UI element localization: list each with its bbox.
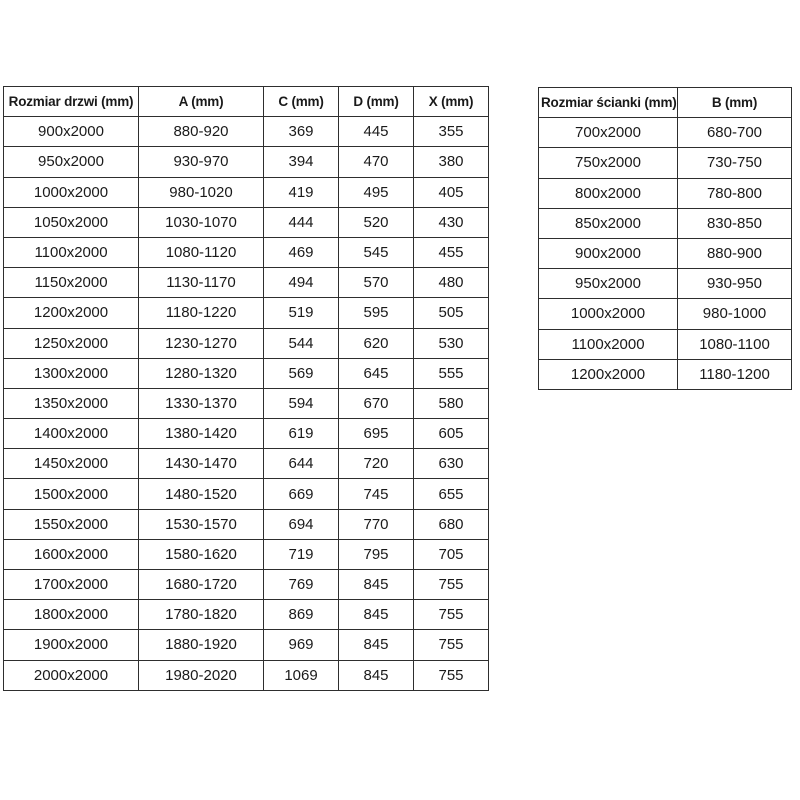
table-cell: 755 bbox=[414, 600, 489, 630]
table-cell: 755 bbox=[414, 630, 489, 660]
table-cell: 1700x2000 bbox=[4, 570, 139, 600]
table-cell: 630 bbox=[414, 449, 489, 479]
table-cell: 605 bbox=[414, 419, 489, 449]
table-cell: 1400x2000 bbox=[4, 419, 139, 449]
table-cell: 969 bbox=[264, 630, 339, 660]
table-cell: 1100x2000 bbox=[4, 237, 139, 267]
table-cell: 405 bbox=[414, 177, 489, 207]
table-cell: 1500x2000 bbox=[4, 479, 139, 509]
table-cell: 394 bbox=[264, 147, 339, 177]
table-cell: 1350x2000 bbox=[4, 388, 139, 418]
table-cell: 980-1020 bbox=[139, 177, 264, 207]
table-cell: 845 bbox=[339, 660, 414, 690]
table-cell: 1000x2000 bbox=[4, 177, 139, 207]
table-cell: 900x2000 bbox=[539, 238, 678, 268]
table-cell: 869 bbox=[264, 600, 339, 630]
table-cell: 730-750 bbox=[678, 148, 792, 178]
table-cell: 1800x2000 bbox=[4, 600, 139, 630]
table-cell: 1330-1370 bbox=[139, 388, 264, 418]
table-cell: 470 bbox=[339, 147, 414, 177]
header-row bbox=[539, 88, 792, 118]
table-cell: 469 bbox=[264, 237, 339, 267]
table-row bbox=[539, 178, 792, 208]
table-row bbox=[539, 359, 792, 389]
table-cell: 595 bbox=[339, 298, 414, 328]
table-cell: 750x2000 bbox=[539, 148, 678, 178]
table-row bbox=[539, 269, 792, 299]
table-cell: 930-950 bbox=[678, 269, 792, 299]
table-cell: 1000x2000 bbox=[539, 299, 678, 329]
table-cell: 494 bbox=[264, 268, 339, 298]
table-cell: 780-800 bbox=[678, 178, 792, 208]
table-cell: 570 bbox=[339, 268, 414, 298]
table-cell: 1150x2000 bbox=[4, 268, 139, 298]
table-cell: 830-850 bbox=[678, 208, 792, 238]
table-row bbox=[539, 148, 792, 178]
table-cell: 850x2000 bbox=[539, 208, 678, 238]
table-cell: 430 bbox=[414, 207, 489, 237]
table-cell: 1450x2000 bbox=[4, 449, 139, 479]
table-cell: 545 bbox=[339, 237, 414, 267]
table-cell: 1900x2000 bbox=[4, 630, 139, 660]
table-row bbox=[4, 388, 489, 418]
table-cell: 950x2000 bbox=[539, 269, 678, 299]
table-cell: 980-1000 bbox=[678, 299, 792, 329]
table-cell: 1180-1200 bbox=[678, 359, 792, 389]
table-row bbox=[4, 117, 489, 147]
table-row bbox=[4, 419, 489, 449]
table-cell: 419 bbox=[264, 177, 339, 207]
table-cell: 1280-1320 bbox=[139, 358, 264, 388]
table-cell: 755 bbox=[414, 570, 489, 600]
table-row bbox=[4, 207, 489, 237]
table-cell: 519 bbox=[264, 298, 339, 328]
table-cell: 655 bbox=[414, 479, 489, 509]
table-cell: 845 bbox=[339, 630, 414, 660]
door-sizes-table bbox=[3, 86, 489, 691]
table-cell: 845 bbox=[339, 600, 414, 630]
table-cell: 1200x2000 bbox=[4, 298, 139, 328]
table-row bbox=[4, 600, 489, 630]
table-cell: 1069 bbox=[264, 660, 339, 690]
table-cell: 444 bbox=[264, 207, 339, 237]
table-cell: 569 bbox=[264, 358, 339, 388]
table-row bbox=[4, 539, 489, 569]
table-cell: 1180-1220 bbox=[139, 298, 264, 328]
table-cell: 1100x2000 bbox=[539, 329, 678, 359]
table-cell: 1380-1420 bbox=[139, 419, 264, 449]
table-cell: 580 bbox=[414, 388, 489, 418]
table-cell: 950x2000 bbox=[4, 147, 139, 177]
table-cell: 530 bbox=[414, 328, 489, 358]
table-cell: 719 bbox=[264, 539, 339, 569]
table-row bbox=[4, 449, 489, 479]
table-cell: 455 bbox=[414, 237, 489, 267]
table-cell: 594 bbox=[264, 388, 339, 418]
table-cell: 695 bbox=[339, 419, 414, 449]
table-cell: 720 bbox=[339, 449, 414, 479]
table-cell: 769 bbox=[264, 570, 339, 600]
table-cell: 900x2000 bbox=[4, 117, 139, 147]
column-header: X (mm) bbox=[414, 87, 489, 117]
column-header: C (mm) bbox=[264, 87, 339, 117]
table-row bbox=[4, 479, 489, 509]
table-cell: 644 bbox=[264, 449, 339, 479]
table-cell: 1030-1070 bbox=[139, 207, 264, 237]
table-row bbox=[4, 147, 489, 177]
table-cell: 1480-1520 bbox=[139, 479, 264, 509]
table-cell: 1080-1120 bbox=[139, 237, 264, 267]
table-row bbox=[4, 358, 489, 388]
table-cell: 520 bbox=[339, 207, 414, 237]
table-cell: 700x2000 bbox=[539, 118, 678, 148]
table-cell: 619 bbox=[264, 419, 339, 449]
table-row bbox=[4, 237, 489, 267]
table-row bbox=[4, 328, 489, 358]
table-cell: 669 bbox=[264, 479, 339, 509]
table-cell: 645 bbox=[339, 358, 414, 388]
table-cell: 1600x2000 bbox=[4, 539, 139, 569]
table-cell: 505 bbox=[414, 298, 489, 328]
table-cell: 1430-1470 bbox=[139, 449, 264, 479]
column-header: Rozmiar ścianki (mm) bbox=[539, 88, 678, 118]
table-cell: 680 bbox=[414, 509, 489, 539]
table-cell: 1200x2000 bbox=[539, 359, 678, 389]
table-row bbox=[4, 509, 489, 539]
column-header: A (mm) bbox=[139, 87, 264, 117]
table-cell: 445 bbox=[339, 117, 414, 147]
table-cell: 544 bbox=[264, 328, 339, 358]
table-row bbox=[4, 630, 489, 660]
table-cell: 1550x2000 bbox=[4, 509, 139, 539]
table-row bbox=[4, 298, 489, 328]
table-cell: 555 bbox=[414, 358, 489, 388]
table-cell: 1250x2000 bbox=[4, 328, 139, 358]
table-cell: 380 bbox=[414, 147, 489, 177]
table-cell: 930-970 bbox=[139, 147, 264, 177]
table-row bbox=[4, 177, 489, 207]
table-cell: 670 bbox=[339, 388, 414, 418]
table-cell: 755 bbox=[414, 660, 489, 690]
table-cell: 369 bbox=[264, 117, 339, 147]
table-cell: 1680-1720 bbox=[139, 570, 264, 600]
table-row bbox=[4, 268, 489, 298]
table-cell: 1050x2000 bbox=[4, 207, 139, 237]
table-cell: 1580-1620 bbox=[139, 539, 264, 569]
table-cell: 1230-1270 bbox=[139, 328, 264, 358]
table-cell: 480 bbox=[414, 268, 489, 298]
table-cell: 770 bbox=[339, 509, 414, 539]
table-cell: 680-700 bbox=[678, 118, 792, 148]
table-cell: 1880-1920 bbox=[139, 630, 264, 660]
table-cell: 2000x2000 bbox=[4, 660, 139, 690]
table-cell: 1130-1170 bbox=[139, 268, 264, 298]
table-cell: 1980-2020 bbox=[139, 660, 264, 690]
table-cell: 880-900 bbox=[678, 238, 792, 268]
table-cell: 1080-1100 bbox=[678, 329, 792, 359]
table-cell: 355 bbox=[414, 117, 489, 147]
table-cell: 1530-1570 bbox=[139, 509, 264, 539]
table-row bbox=[539, 208, 792, 238]
table-cell: 620 bbox=[339, 328, 414, 358]
column-header: D (mm) bbox=[339, 87, 414, 117]
table-row bbox=[539, 329, 792, 359]
column-header: B (mm) bbox=[678, 88, 792, 118]
column-header: Rozmiar drzwi (mm) bbox=[4, 87, 139, 117]
table-cell: 694 bbox=[264, 509, 339, 539]
table-row bbox=[4, 660, 489, 690]
table-row bbox=[539, 238, 792, 268]
table-cell: 845 bbox=[339, 570, 414, 600]
table-row bbox=[539, 299, 792, 329]
table-cell: 800x2000 bbox=[539, 178, 678, 208]
table-cell: 880-920 bbox=[139, 117, 264, 147]
table-cell: 795 bbox=[339, 539, 414, 569]
table-row bbox=[4, 570, 489, 600]
table-cell: 495 bbox=[339, 177, 414, 207]
table-cell: 1300x2000 bbox=[4, 358, 139, 388]
table-cell: 705 bbox=[414, 539, 489, 569]
header-row bbox=[4, 87, 489, 117]
table-cell: 1780-1820 bbox=[139, 600, 264, 630]
table-cell: 745 bbox=[339, 479, 414, 509]
table-row bbox=[539, 118, 792, 148]
wall-sizes-table bbox=[538, 87, 792, 390]
